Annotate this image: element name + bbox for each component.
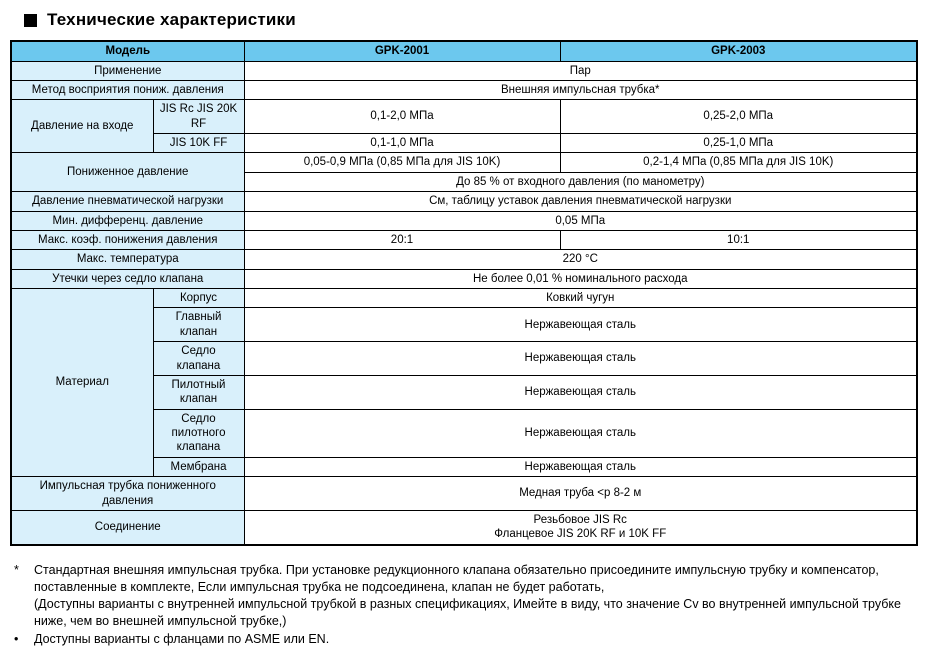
footnote-impulse-tube [12,562,914,631]
cell-reduced-gpk2003: 0,2-1,4 МПа (0,85 МПа для JIS 10K) [560,153,917,172]
row-label-material: Материал [11,289,153,477]
connection-flanged: Фланцевое JIS 20K RF и 10K FF [494,528,667,541]
row-label-connection: Соединение [11,510,244,544]
section-marker-icon [24,14,37,27]
sublabel-diaphragm: Мембрана [153,457,244,476]
cell-material-pilot-valve: Нержавеющая сталь [244,375,917,409]
cell-material-pilot-valve-seat: Нержавеющая сталь [244,409,917,457]
cell-seat-leakage-value: Не более 0,01 % номинального расхода [244,269,917,288]
row-label-max-temperature: Макс. температура [11,250,244,269]
table-row [11,250,917,269]
cell-pneumatic-load-value: См, таблицу уставок давления пневматической нагрузки [244,192,917,211]
cell-material-valve-seat: Нержавеющая сталь [244,342,917,376]
section-title [24,10,916,30]
header-gpk-2003: GPK-2003 [560,41,917,61]
cell-max-temperature-value: 220 °C [244,250,917,269]
row-label-application: Применение [11,61,244,80]
table-row [11,41,917,61]
table-row [11,211,917,230]
row-label-inlet-pressure: Давление на входе [11,100,153,153]
table-row [11,61,917,80]
table-row [11,269,917,288]
row-label-min-diff-pressure: Мин. дифференц. давление [11,211,244,230]
table-row [11,477,917,511]
header-model: Модель [11,41,244,61]
footnote-bullet-marker: • [14,631,19,646]
table-row [11,510,917,544]
cell-inlet-20k-gpk2001: 0,1-2,0 МПа [244,100,560,134]
cell-inlet-10k-gpk2003: 0,25-1,0 МПа [560,134,917,153]
footnote-flanges [12,631,914,648]
row-label-pneumatic-load: Давление пневматической нагрузки [11,192,244,211]
sublabel-valve-seat: Седло клапана [153,342,244,376]
cell-ratio-gpk2003: 10:1 [560,230,917,249]
footnote-asterisk-marker: * [14,562,19,577]
sublabel-jis-rc-20k: JIS Rc JIS 20K RF [153,100,244,134]
cell-inlet-10k-gpk2001: 0,1-1,0 МПа [244,134,560,153]
cell-reduced-gpk2001: 0,05-0,9 МПа (0,85 МПа для JIS 10K) [244,153,560,172]
sublabel-pilot-valve-seat: Седло пилотного клапана [153,409,244,457]
row-label-sensing-method: Метод восприятия пониж. давления [11,80,244,99]
cell-application-value: Пар [244,61,917,80]
sublabel-pilot-valve: Пилотный клапан [153,375,244,409]
table-row [11,153,917,172]
table-row [11,289,917,308]
table-row [11,100,917,134]
cell-min-diff-value: 0,05 МПа [244,211,917,230]
cell-inlet-20k-gpk2003: 0,25-2,0 МПа [560,100,917,134]
table-row [11,80,917,99]
footnote-text: (Доступны варианты с внутренней импульсной трубкой в разных спецификациях, Имейте в виду, что значение Cv во внутренней импульсной трубке ниже, чем во внешней импульсной трубке,) [34,597,901,629]
cell-impulse-tube-value: Медная труба <р 8-2 м [244,477,917,511]
row-label-impulse-tube: Импульсная трубка пониженного давления [11,477,244,511]
cell-material-body: Ковкий чугун [244,289,917,308]
footnotes [12,562,914,648]
table-row [11,192,917,211]
row-label-seat-leakage: Утечки через седло клапана [11,269,244,288]
table-row [11,230,917,249]
spec-table [10,40,918,546]
sublabel-main-valve: Главный клапан [153,308,244,342]
cell-connection-value [244,510,917,544]
footnote-text: Доступны варианты с фланцами по ASME или EN. [34,631,330,646]
footnote-text: Стандартная внешняя импульсная трубка. При установке редукционного клапана обязательно присоедините импульсную трубку и компенсатор, поставленные в комплекте, Если импульсная трубка не подсоединена, клапан не будет работать, [34,562,879,594]
row-label-reduced-pressure: Пониженное давление [11,153,244,192]
connection-threaded: Резьбовое JIS Rc [533,513,627,526]
header-gpk-2001: GPK-2001 [244,41,560,61]
sublabel-jis-10k: JIS 10K FF [153,134,244,153]
cell-sensing-method-value: Внешняя импульсная трубка* [244,80,917,99]
cell-reduced-common: До 85 % от входного давления (по манометру) [244,172,917,191]
cell-material-diaphragm: Нержавеющая сталь [244,457,917,476]
row-label-max-reduction-ratio: Макс. коэф. понижения давления [11,230,244,249]
page-title: Технические характеристики [47,10,296,29]
sublabel-body: Корпус [153,289,244,308]
cell-ratio-gpk2001: 20:1 [244,230,560,249]
cell-material-main-valve: Нержавеющая сталь [244,308,917,342]
